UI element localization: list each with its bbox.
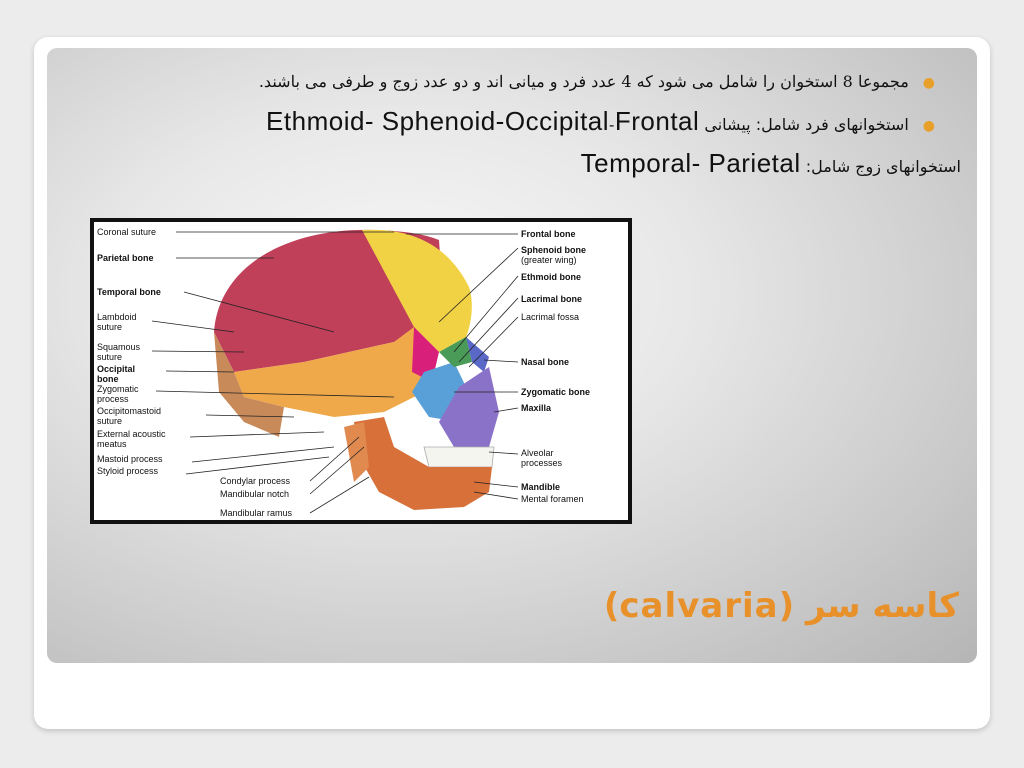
label-mandibular-ramus: Mandibular ramus xyxy=(220,508,293,518)
label-meatus: meatus xyxy=(97,439,127,449)
label-occipital: Occipital xyxy=(97,364,136,374)
label-mandibular-notch: Mandibular notch xyxy=(220,489,290,499)
bullet-text-en xyxy=(266,106,699,136)
label-nasal-bone: Nasal bone xyxy=(521,357,570,367)
bullet-text-en-a: Ethmoid- Sphenoid-Occipital xyxy=(266,106,610,136)
label-coronal-suture: Coronal suture xyxy=(97,227,157,237)
bullet-paired-bones xyxy=(581,148,961,179)
label-greater-wing: (greater wing) xyxy=(521,255,577,265)
label-styloid-process: Styloid process xyxy=(97,466,159,476)
label-zygomatic-process: process xyxy=(97,394,129,404)
label-frontal-bone: Frontal bone xyxy=(521,229,576,239)
label-occipitomastoid: Occipitomastoid xyxy=(97,406,162,416)
label-maxilla: Maxilla xyxy=(521,403,552,413)
label-squamous-suture: suture xyxy=(97,352,123,362)
label-mastoid-process: Mastoid process xyxy=(97,454,163,464)
label-temporal-bone: Temporal bone xyxy=(97,287,161,297)
slide-title: کاسه سر (calvaria) xyxy=(603,586,959,626)
bullet-single-bones xyxy=(266,106,935,137)
content-panel xyxy=(47,48,977,663)
label-occipital-bone: bone xyxy=(97,374,119,384)
bullet-text-en-b: Frontal xyxy=(614,106,700,136)
skull-diagram xyxy=(90,218,632,524)
bullet-dot: ● xyxy=(922,75,935,91)
bullet-dot: ● xyxy=(922,118,935,134)
label-squamous: Squamous xyxy=(97,342,141,352)
skull-diagram-svg xyxy=(94,222,628,520)
label-ethmoid-bone: Ethmoid bone xyxy=(521,272,581,282)
bullet-text-fa: استخوانهای زوج شامل: xyxy=(805,157,961,176)
teeth-shape xyxy=(424,447,494,467)
label-lacrimal-bone: Lacrimal bone xyxy=(521,294,583,304)
bullet-text-fa: استخوانهای فرد شامل: پیشانی xyxy=(704,115,909,134)
label-external-acoustic: External acoustic xyxy=(97,429,166,439)
bullet-text-en: Temporal- Parietal xyxy=(580,148,801,178)
label-lambdoid: Lambdoid xyxy=(97,312,137,322)
label-lacrimal-fossa: Lacrimal fossa xyxy=(521,312,580,322)
label-zygomatic: Zygomatic xyxy=(97,384,139,394)
label-occipitomastoid-suture: suture xyxy=(97,416,123,426)
label-parietal-bone: Parietal bone xyxy=(97,253,154,263)
bullet-total-bones xyxy=(259,72,935,91)
label-zygomatic-bone: Zygomatic bone xyxy=(521,387,591,397)
bullet-text: مجموعا 8 استخوان را شامل می شود که 4 عدد فرد و میانی اند و دو عدد زوج و طرفی می باشند. xyxy=(258,72,909,91)
bullet-text-sep: - xyxy=(609,117,615,134)
label-lambdoid-suture: suture xyxy=(97,322,123,332)
label-condylar-process: Condylar process xyxy=(220,476,291,486)
label-mental-foramen: Mental foramen xyxy=(521,494,584,504)
label-sphenoid-bone: Sphenoid bone xyxy=(521,245,586,255)
label-alveolar: Alveolar xyxy=(521,448,554,458)
label-processes: processes xyxy=(521,458,563,468)
label-mandible: Mandible xyxy=(521,482,561,492)
